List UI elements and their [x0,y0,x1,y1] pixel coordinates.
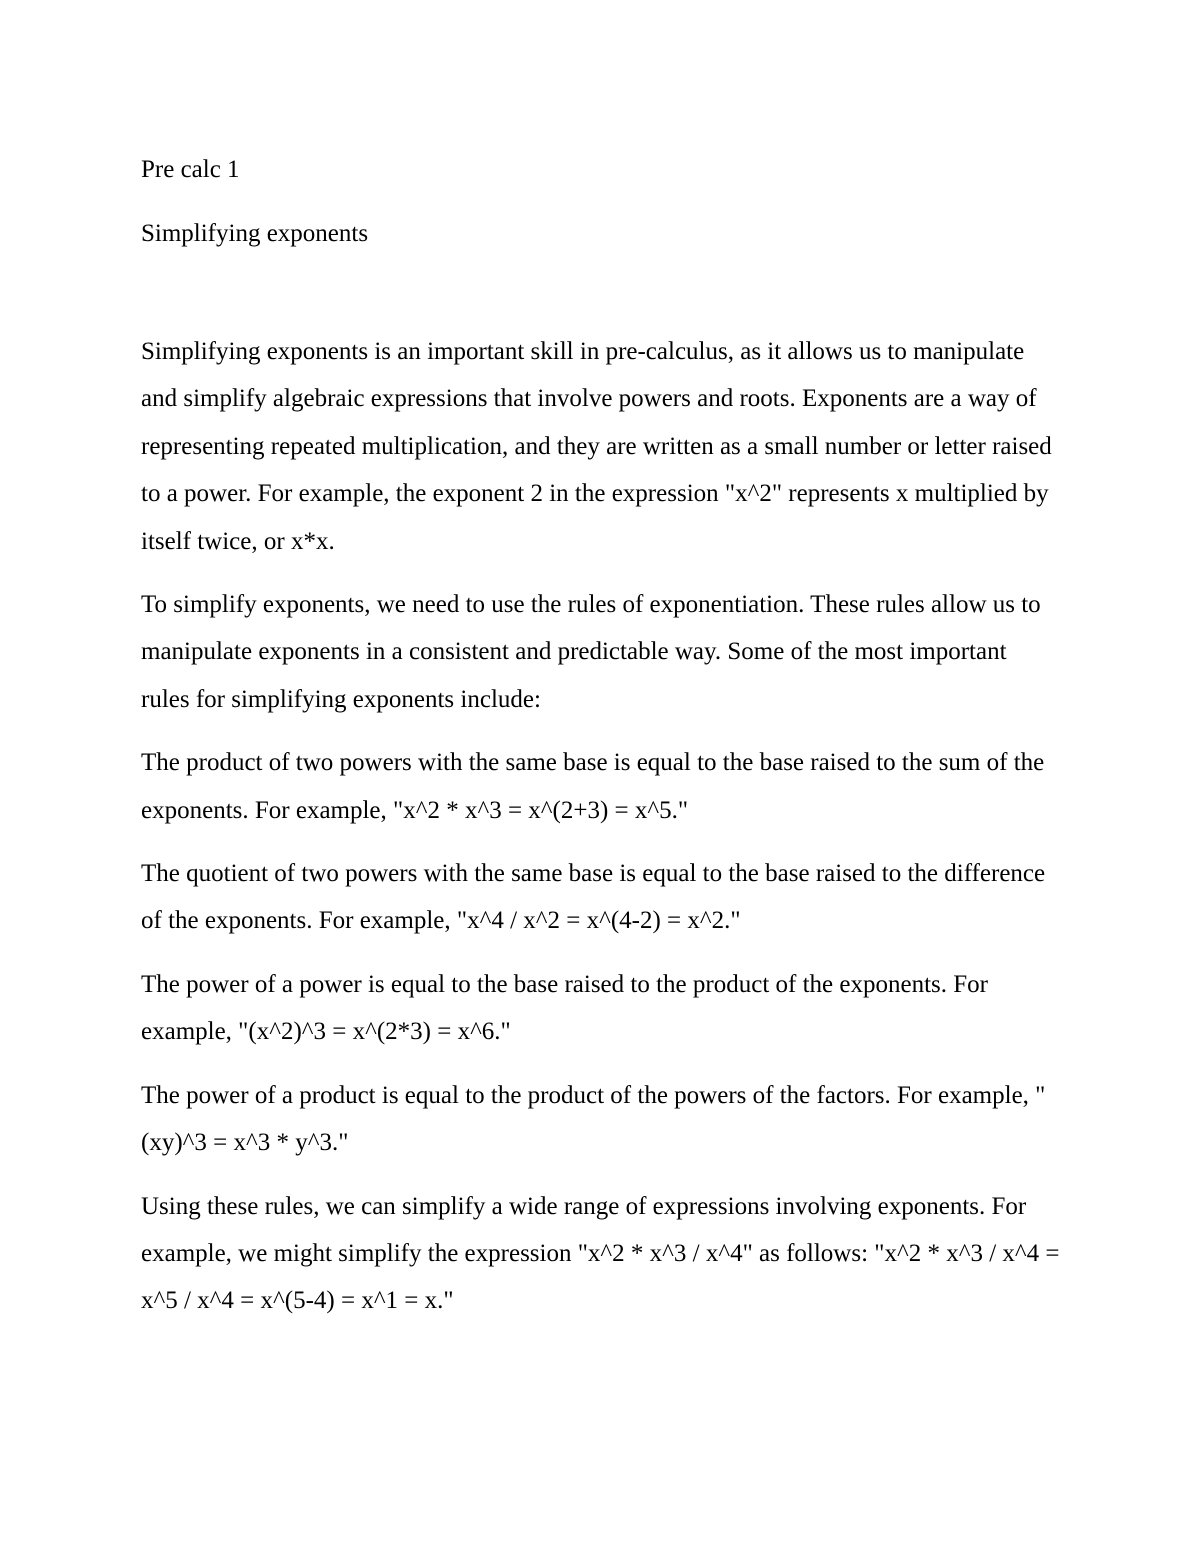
paragraph-product-rule: The product of two powers with the same base is equal to the base raised to the sum of the exponents. For example, "x^2 * x^3 = x^(2+3) = x^5." [141,749,1045,824]
paragraph-power-of-power-rule: The power of a power is equal to the base raised to the product of the exponents. For example, "(x^2)^3 = x^(2*3) = x^6." [141,970,988,1046]
document-body [141,138,1061,1341]
paragraph-intro: Simplifying exponents is an important skill in pre-calculus, as it allows us to manipulate and simplify algebraic expressions that involve powers and roots. Exponents are a way of representing repeated multiplication, and they are written as a small number or letter raised to a power. For example, the exponent 2 in the expression "x^2" represents x multiplied by itself twice, or x*x. [141,338,1052,555]
paragraph-power-of-product-rule: The power of a product is equal to the product of the powers of the factors. For example, "(xy)^3 = x^3 * y^3." [141,1081,1046,1157]
topic-title: Simplifying exponents [141,220,369,247]
paragraph-example: Using these rules, we can simplify a wide range of expressions involving exponents. For example, we might simplify the expression "x^2 * x^3 / x^4" as follows: "x^2 * x^3 / x^4 = x^5 / x^4 = x^(5-4) = x^1 = x." [141,1192,1060,1315]
paragraph-rules-intro: To simplify exponents, we need to use the rules of exponentiation. These rules allow us to manipulate exponents in a consistent and predictable way. Some of the most important rules for simplifying exponents include: [141,591,1041,713]
paragraph-quotient-rule: The quotient of two powers with the same base is equal to the base raised to the difference of the exponents. For example, "x^4 / x^2 = x^(4-2) = x^2." [141,860,1046,935]
blank-line [141,266,1061,328]
course-title: Pre calc 1 [141,156,240,183]
